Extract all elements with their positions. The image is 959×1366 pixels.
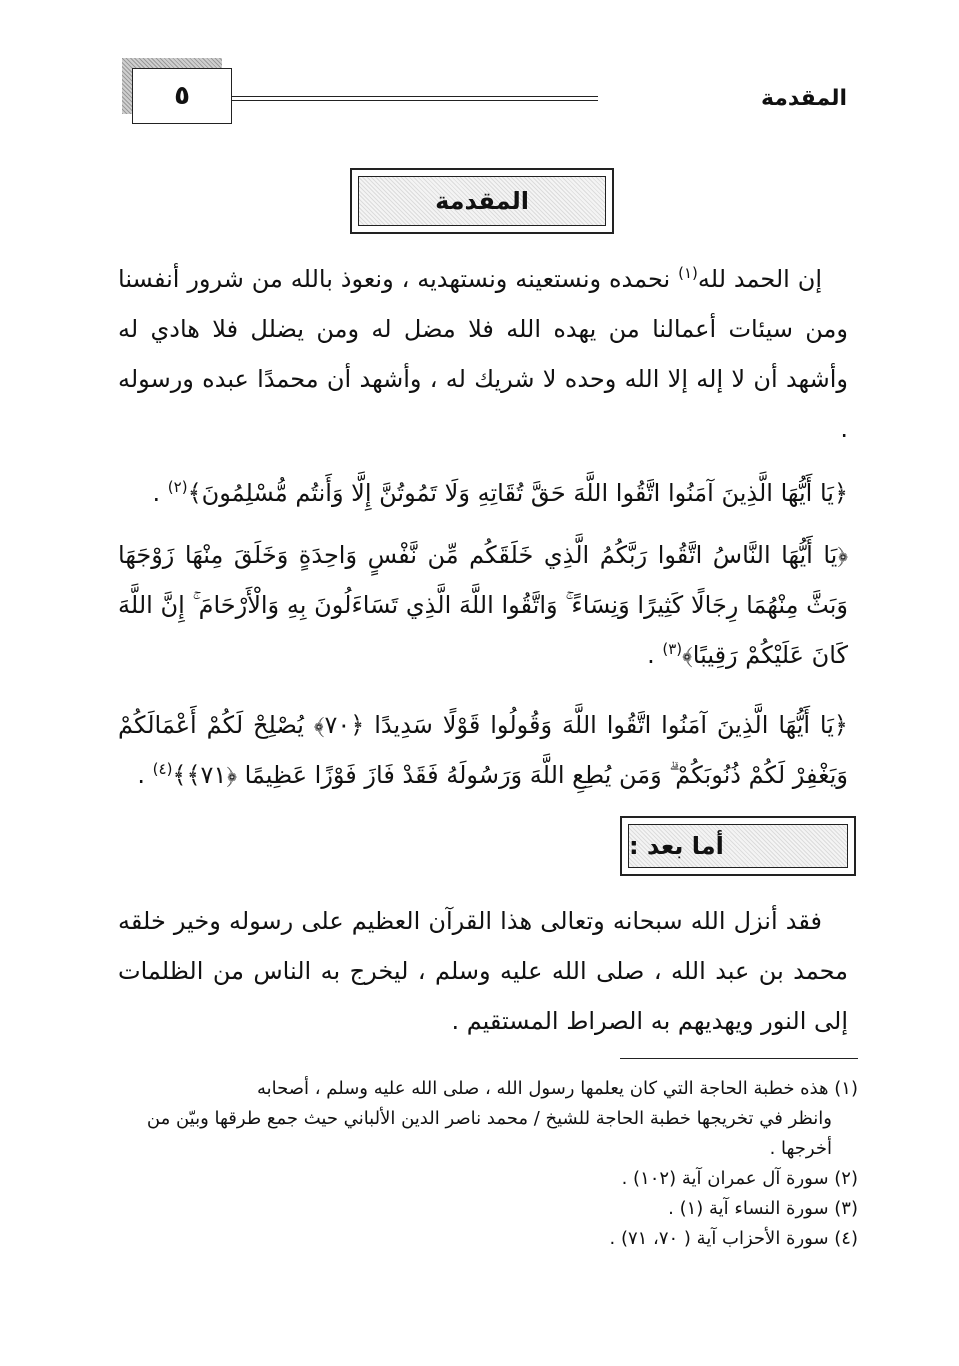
body-paragraph: [118, 896, 848, 1046]
footnote-4: (٤) سورة الأحزاب آية ( ٧٠، ٧١) .: [609, 1228, 858, 1249]
page-number: ٥: [132, 68, 232, 124]
verse-end: .: [137, 761, 153, 789]
intro-text-rest: نحمده ونستعينه ونستهديه ، ونعوذ بالله من شرور أنفسنا ومن سيئات أعمالنا من يهده الله فلا مضل له ومن يضلل فلا هادي له وأشهد أن لا إله إلا الله وحده لا شريك له ، وأشهد أن محمدًا عبده ورسوله .: [118, 265, 848, 443]
footnote-ref[interactable]: (٢): [167, 478, 188, 496]
intro-paragraph: [118, 254, 848, 454]
footnotes: [118, 1074, 858, 1254]
verse-end: .: [647, 641, 663, 669]
footnote-separator: [620, 1058, 858, 1059]
quran-verse: [118, 468, 848, 518]
footnote-ref[interactable]: (١): [678, 264, 698, 282]
verse-text: ﴿يَا أَيُّهَا الَّذِينَ آمَنُوا اتَّقُوا اللَّهَ حَقَّ تُقَاتِهِ وَلَا تَمُوتُنَّ إِلَّا وَأَنتُم مُّسْلِمُونَ﴾: [187, 479, 848, 507]
footnote-1: (١) هذه خطبة الحاجة التي كان يعلمها رسول الله ، صلى الله عليه وسلم ، أصحابه: [256, 1078, 858, 1099]
quran-verse: [118, 530, 848, 680]
running-header-title: المقدمة: [760, 86, 847, 111]
subheading-frame: [620, 816, 856, 876]
footnote-1-continued: وانظر في تخريجها خطبة الحاجة للشيخ / محمد ناصر الدين الألباني حيث جمع طرقها وبيّن من أخرجها .: [146, 1108, 832, 1159]
header-rule: [232, 96, 598, 97]
quran-verse: [118, 700, 848, 800]
intro-text-start: إن الحمد لله: [697, 265, 823, 293]
section-title: المقدمة: [358, 176, 606, 226]
verse-text: ﴿يَا أَيُّهَا النَّاسُ اتَّقُوا رَبَّكُمُ الَّذِي خَلَقَكُم مِّن نَّفْسٍ وَاحِدَةٍ وَخَلَقَ مِنْهَا زَوْجَهَا وَبَثَّ مِنْهُمَا رِجَالًا كَثِيرًا وَنِسَاءً ۚ وَاتَّقُوا اللَّهَ الَّذِي تَسَاءَلُونَ بِهِ وَالْأَرْحَامَ ۚ إِنَّ اللَّهَ كَانَ عَلَيْكُمْ رَقِيبًا﴾: [118, 541, 848, 669]
footnote-ref[interactable]: (٣): [662, 640, 683, 658]
footnote-3: (٣) سورة النساء آية (١) .: [668, 1198, 858, 1219]
body-paragraph-text: فقد أنزل الله سبحانه وتعالى هذا القرآن العظيم على رسوله وخير خلقه محمد بن عبد الله ، صلى الله عليه وسلم ، ليخرج به الناس من الظلمات إلى النور ويهديهم به الصراط المستقيم .: [118, 907, 848, 1035]
verse-text: ﴿يَا أَيُّهَا الَّذِينَ آمَنُوا اتَّقُوا اللَّهَ وَقُولُوا قَوْلًا سَدِيدًا ﴿٧٠﴾ يُصْلِحْ لَكُمْ أَعْمَالَكُمْ وَيَغْفِرْ لَكُمْ ذُنُوبَكُمْ ۗ وَمَن يُطِعِ اللَّهَ وَرَسُولَهُ فَقَدْ فَازَ فَوْزًا عَظِيمًا ﴿٧١﴾﴾: [118, 711, 848, 789]
subheading: أما بعد :: [628, 824, 848, 868]
section-title-frame: [350, 168, 614, 234]
footnote-ref[interactable]: (٤): [152, 760, 173, 778]
header-rule: [232, 100, 598, 101]
page-number-box: [122, 58, 232, 124]
verse-end: .: [152, 479, 168, 507]
footnote-2: (٢) سورة آل عمران آية (١٠٢) .: [621, 1168, 858, 1189]
